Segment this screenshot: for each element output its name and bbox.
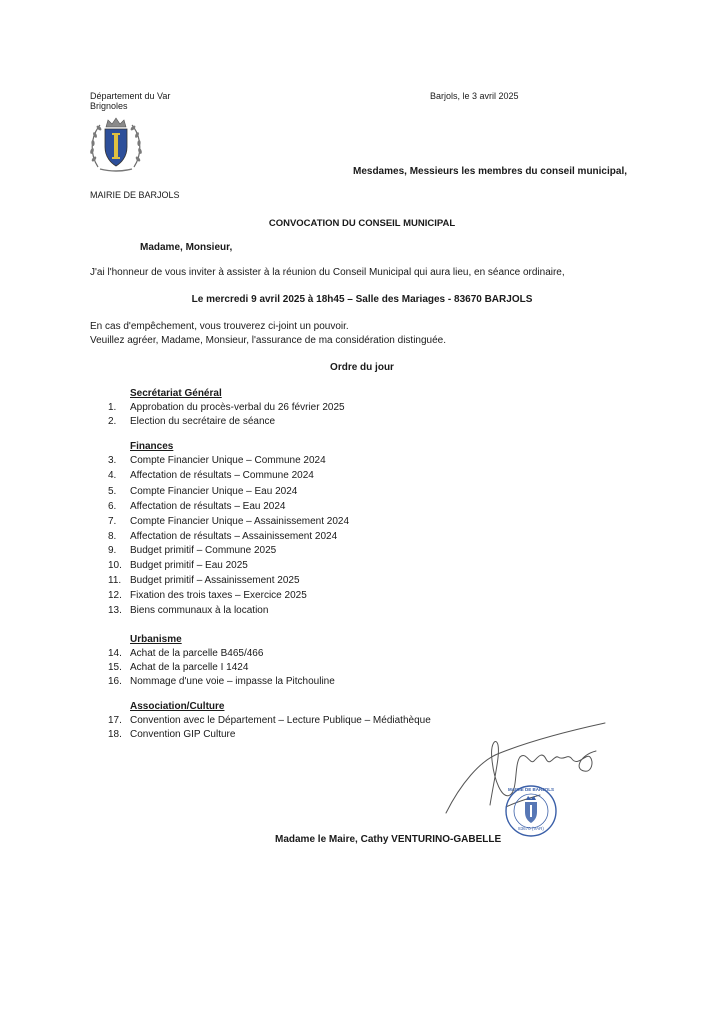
agenda-item-number: 9. <box>108 545 117 556</box>
agenda-item-text: Budget primitif – Eau 2025 <box>130 560 248 571</box>
agenda-item-number: 17. <box>108 715 122 726</box>
agenda-item-number: 16. <box>108 676 122 687</box>
agenda-item-text: Election du secrétaire de séance <box>130 416 276 427</box>
agenda-item-text: Convention avec le Département – Lecture Publique – Médiathèque <box>130 715 431 726</box>
agenda-item-number: 12. <box>108 590 122 601</box>
agenda-item-number: 1. <box>108 402 117 413</box>
intro-paragraph: J'ai l'honneur de vous inviter à assister à la réunion du Conseil Municipal qui aura lieu, en séance ordinaire, <box>90 267 565 278</box>
agenda-item-text: Approbation du procès-verbal du 26 février 2025 <box>130 402 345 413</box>
coat-of-arms-icon <box>86 115 146 175</box>
agenda-item-text: Achat de la parcelle B465/466 <box>130 648 264 659</box>
agenda-item-number: 13. <box>108 605 122 616</box>
agenda-item-text: Budget primitif – Assainissement 2025 <box>130 575 300 586</box>
section-title-secretariat: Secrétariat Général <box>130 388 222 399</box>
recipients-line: Mesdames, Messieurs les membres du conseil municipal, <box>353 166 627 177</box>
agenda-item-text: Nommage d'une voie – impasse la Pitchouline <box>130 676 335 687</box>
agenda-item-number: 15. <box>108 662 122 673</box>
agenda-item-number: 6. <box>108 501 117 512</box>
department-name: Département du Var <box>90 91 171 101</box>
agenda-item-text: Compte Financier Unique – Assainissement 2024 <box>130 516 350 527</box>
section-title-association-culture: Association/Culture <box>130 701 225 712</box>
meeting-details-text: Le mercredi 9 avril 2025 à 18h45 – Salle des Mariages - 83670 BARJOLS <box>191 294 533 305</box>
section-title-finances: Finances <box>130 441 174 452</box>
salutation: Madame, Monsieur, <box>140 242 233 253</box>
agenda-item-text: Fixation des trois taxes – Exercice 2025 <box>130 590 307 601</box>
agenda-item-number: 10. <box>108 560 122 571</box>
agenda-item-text: Biens communaux à la location <box>130 605 269 616</box>
agenda-title <box>0 362 724 373</box>
agenda-title-text: Ordre du jour <box>330 362 394 373</box>
stamp-code: 83670 (VAR) <box>518 826 544 831</box>
agenda-item-text: Convention GIP Culture <box>130 729 236 740</box>
agenda-item-number: 11. <box>108 575 122 586</box>
agenda-item-text: Compte Financier Unique – Eau 2024 <box>130 486 298 497</box>
document-title-text: CONVOCATION DU CONSEIL MUNICIPAL <box>268 218 456 229</box>
agenda-item-text: Compte Financier Unique – Commune 2024 <box>130 455 326 466</box>
signatory-name: Madame le Maire, Cathy VENTURINO-GABELLE <box>275 834 502 845</box>
agenda-item-number: 4. <box>108 470 117 481</box>
stamp-text: MAIRIE DE BARJOLS <box>507 787 554 792</box>
agenda-item-number: 18. <box>108 729 122 740</box>
agenda-item-text: Affectation de résultats – Eau 2024 <box>130 501 286 512</box>
agenda-item-number: 5. <box>108 486 117 497</box>
agenda-item-number: 8. <box>108 531 117 542</box>
proxy-notice: En cas d'empêchement, vous trouverez ci-joint un pouvoir. <box>90 321 349 332</box>
document-title <box>0 218 724 229</box>
closing-formula: Veuillez agréer, Madame, Monsieur, l'assurance de ma considération distinguée. <box>90 335 447 346</box>
agenda-item-number: 14. <box>108 648 122 659</box>
agenda-item-number: 7. <box>108 516 117 527</box>
section-title-urbanisme: Urbanisme <box>130 634 182 645</box>
mairie-name: MAIRIE DE BARJOLS <box>90 190 180 200</box>
arrondissement-name: Brignoles <box>90 101 128 111</box>
agenda-item-text: Affectation de résultats – Assainissement 2024 <box>130 531 338 542</box>
agenda-item-number: 2. <box>108 416 117 427</box>
meeting-details <box>0 294 724 305</box>
agenda-item-text: Affectation de résultats – Commune 2024 <box>130 470 314 481</box>
place-date: Barjols, le 3 avril 2025 <box>430 91 519 101</box>
agenda-item-text: Achat de la parcelle I 1424 <box>130 662 249 673</box>
agenda-item-number: 3. <box>108 455 117 466</box>
agenda-item-text: Budget primitif – Commune 2025 <box>130 545 277 556</box>
